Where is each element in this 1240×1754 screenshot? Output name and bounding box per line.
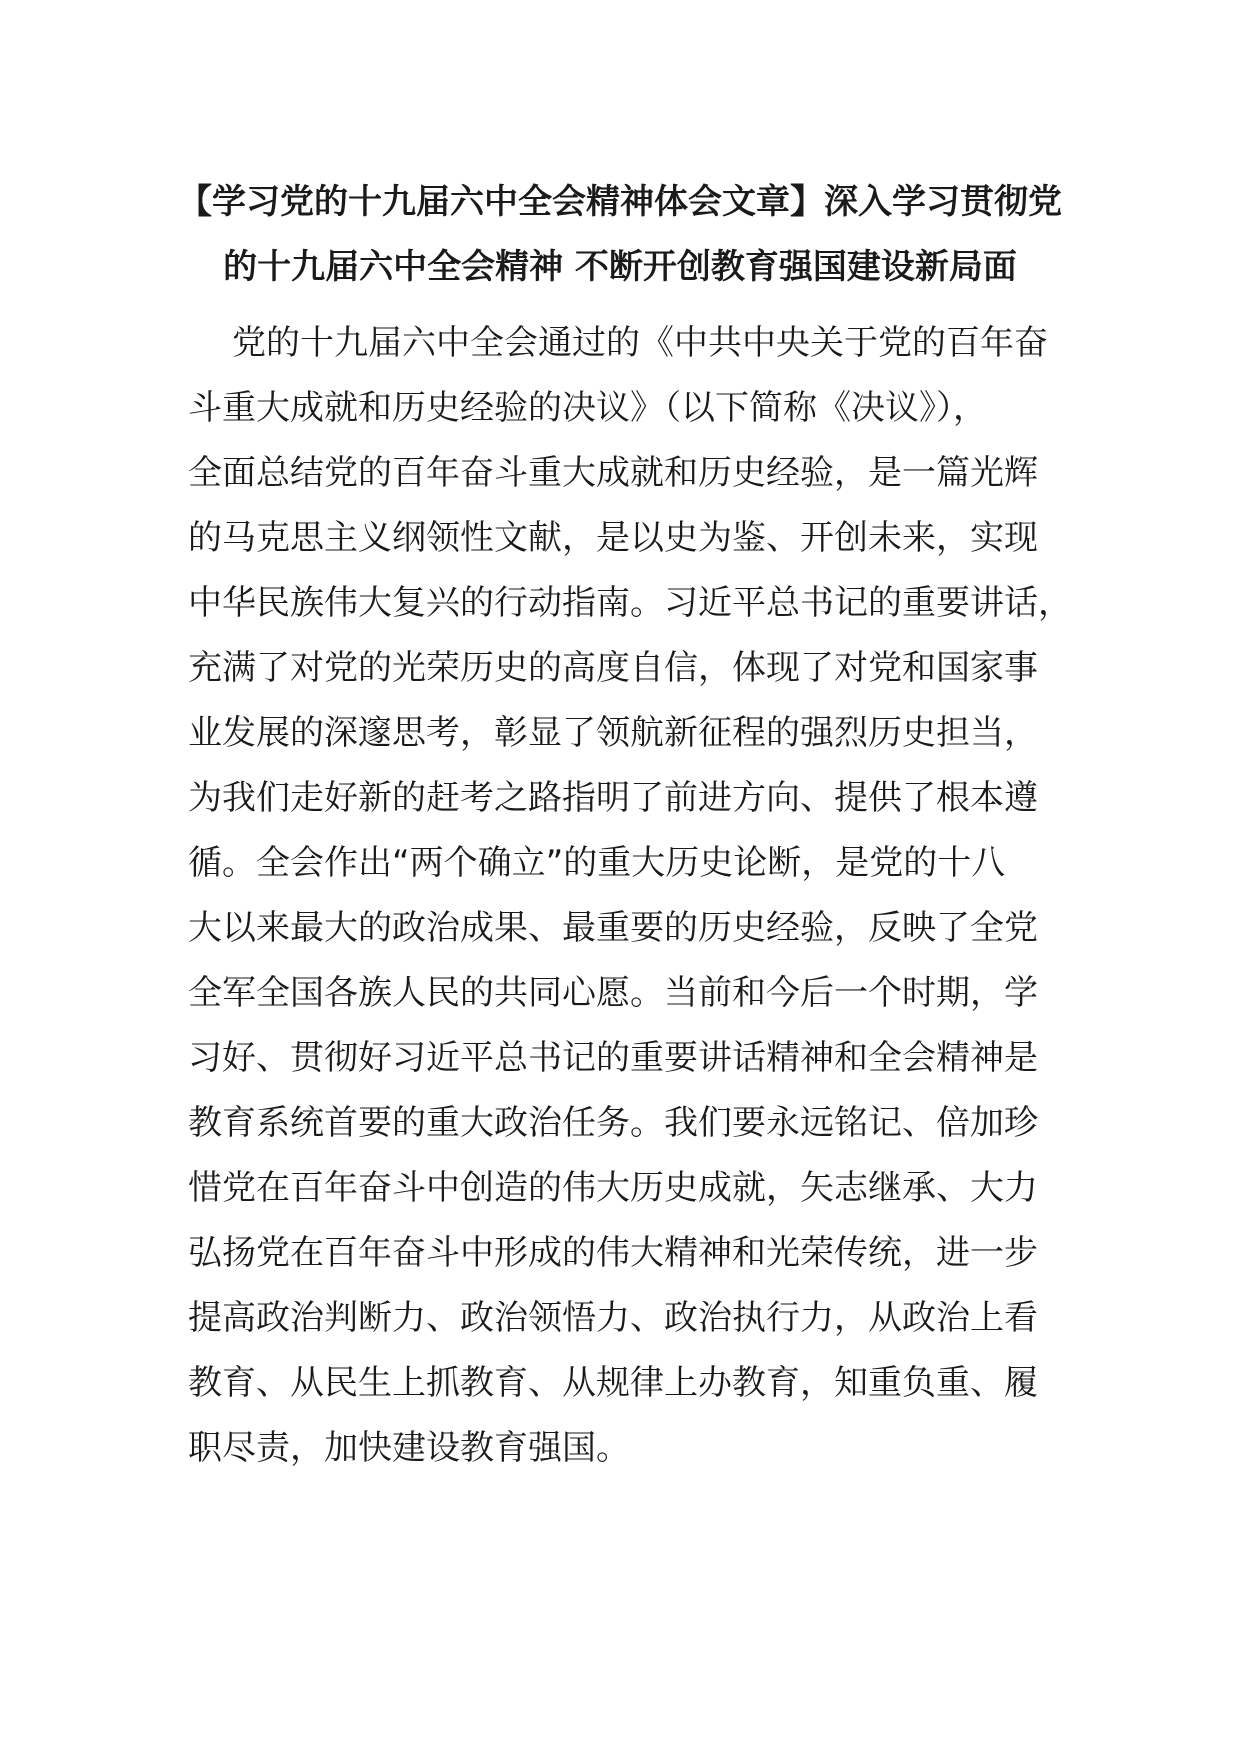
paragraph-line: 习好、贯彻好习近平总书记的重要讲话精神和全会精神是 bbox=[188, 1038, 1038, 1078]
paragraph-line: 大以来最大的政治成果、最重要的历史经验，反映了全党 bbox=[188, 908, 1038, 948]
paragraph-line: 全军全国各族人民的共同心愿。当前和今后一个时期，学 bbox=[188, 973, 1038, 1013]
paragraph-line: 职尽责，加快建设教育强国。 bbox=[188, 1428, 630, 1468]
paragraph-line: 惜党在百年奋斗中创造的伟大历史成就，矢志继承、大力 bbox=[188, 1168, 1038, 1208]
paragraph-line: 为我们走好新的赶考之路指明了前进方向、提供了根本遵 bbox=[188, 778, 1038, 818]
document-title bbox=[150, 170, 1090, 300]
paragraph-line: 教育系统首要的重大政治任务。我们要永远铭记、倍加珍 bbox=[188, 1103, 1038, 1143]
title-line: 【学习党的十九届六中全会精神体会文章】深入学习贯彻党 bbox=[178, 182, 1062, 222]
paragraph-line: 的马克思主义纲领性文献，是以史为鉴、开创未来，实现 bbox=[188, 518, 1038, 558]
paragraph-line: 循。全会作出“两个确立”的重大历史论断，是党的十八 bbox=[188, 843, 1006, 883]
paragraph-line: 党的十九届六中全会通过的《中共中央关于党的百年奋 bbox=[232, 323, 1048, 363]
paragraph-line: 弘扬党在百年奋斗中形成的伟大精神和光荣传统，进一步 bbox=[188, 1233, 1038, 1273]
body-paragraph bbox=[188, 311, 1072, 1481]
paragraph-line: 提高政治判断力、政治领悟力、政治执行力，从政治上看 bbox=[188, 1298, 1038, 1338]
paragraph-line: 业发展的深邃思考，彰显了领航新征程的强烈历史担当， bbox=[188, 713, 1038, 753]
paragraph-line: 教育、从民生上抓教育、从规律上办教育，知重负重、履 bbox=[188, 1363, 1038, 1403]
title-line: 的十九届六中全会精神 不断开创教育强国建设新局面 bbox=[223, 247, 1017, 287]
paragraph-line: 中华民族伟大复兴的行动指南。习近平总书记的重要讲话， bbox=[188, 583, 1072, 623]
paragraph-line: 斗重大成就和历史经验的决议》（以下简称《决议》）， bbox=[188, 388, 987, 428]
paragraph-line: 全面总结党的百年奋斗重大成就和历史经验，是一篇光辉 bbox=[188, 453, 1038, 493]
paragraph-line: 充满了对党的光荣历史的高度自信，体现了对党和国家事 bbox=[188, 648, 1038, 688]
